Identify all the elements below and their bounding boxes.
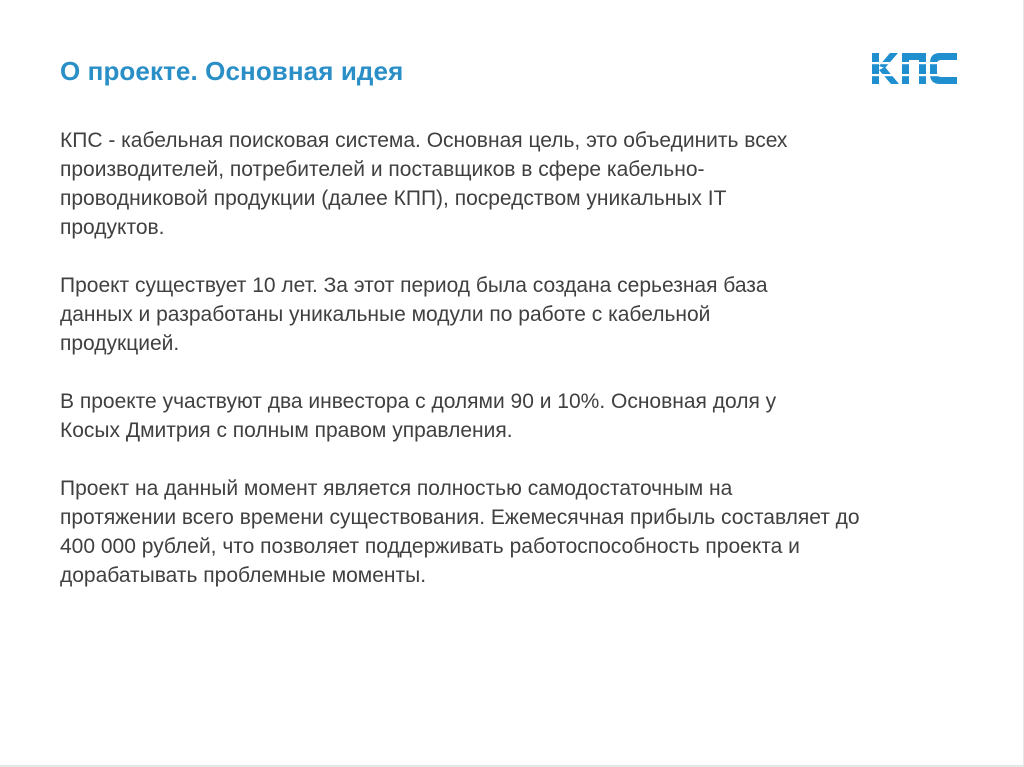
kps-logo — [870, 50, 960, 88]
paragraph-investors: В проекте участвуют два инвестора с долями 90 и 10%. Основная доля у Косых Дмитрия с полным правом управления. — [60, 390, 777, 442]
paragraph-profit: Проект на данный момент является полностью самодостаточным на протяжении всего времени существования. Ежемесячная прибыль составляет до 400 000 рублей, что позволяет поддерживать работоспособность проекта и дорабатывать проблемные моменты. — [60, 477, 860, 587]
body-text — [60, 126, 970, 619]
paragraph-about: КПС - кабельная поисковая система. Основная цель, это объединить всех производителей, потребителей и поставщиков в сфере кабельно- проводниковой продукции (далее КПП), посредством уникальных IT продуктов. — [60, 129, 788, 239]
paragraph-history: Проект существует 10 лет. За этот период была создана серьезная база данных и разработаны уникальные модули по работе с кабельной продукцией. — [60, 274, 768, 355]
slide-title: О проекте. Основная идея — [60, 56, 404, 86]
